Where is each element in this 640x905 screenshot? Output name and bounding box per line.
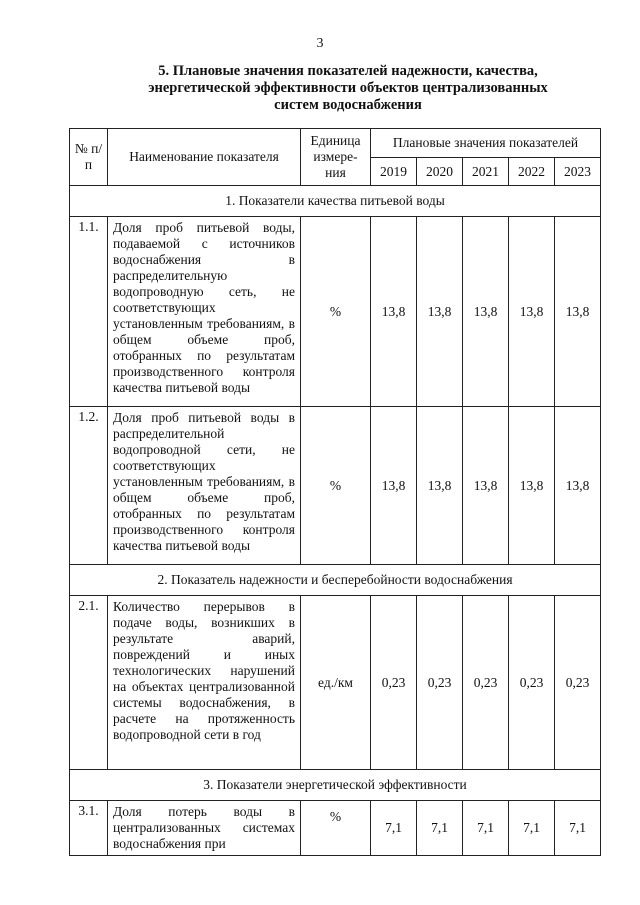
header-year: 2020 (417, 158, 463, 186)
unit: % (301, 801, 371, 856)
value-cell: 13,8 (463, 217, 509, 407)
value-cell: 13,8 (371, 217, 417, 407)
row-number: 1.1. (70, 217, 108, 407)
value-cell: 7,1 (371, 801, 417, 856)
unit: ед./км (301, 596, 371, 770)
section-title-line-1: 5. Плановые значения показателей надежности, качества, (158, 63, 538, 79)
header-name: Наименование показателя (108, 129, 301, 186)
value-cell: 13,8 (417, 407, 463, 565)
table-row (70, 596, 601, 770)
header-unit: Единица измере-ния (301, 129, 371, 186)
section-title-line-3: систем водоснабжения (274, 97, 422, 113)
value-cell: 13,8 (555, 217, 601, 407)
header-year: 2022 (509, 158, 555, 186)
value-cell: 7,1 (555, 801, 601, 856)
section-title-line-2: энергетической эффективности объектов централизованных (148, 80, 548, 96)
group-row (70, 565, 601, 596)
value-cell: 13,8 (555, 407, 601, 565)
section-title (118, 63, 578, 114)
table-row (70, 217, 601, 407)
table-row (70, 407, 601, 565)
page-number: 3 (316, 36, 324, 51)
value-cell: 0,23 (509, 596, 555, 770)
indicator-name: Доля проб питьевой воды в распределительной водопроводной сети, не соответствующих установленным требованиям, в общем объеме проб, отобранных по результатам производственного контроля качества питьевой воды (108, 407, 301, 565)
value-cell: 0,23 (417, 596, 463, 770)
row-number: 2.1. (70, 596, 108, 770)
group-title: 2. Показатель надежности и бесперебойности водоснабжения (70, 565, 601, 596)
header-plan-values: Плановые значения показателей (371, 129, 601, 158)
value-cell: 13,8 (371, 407, 417, 565)
row-number: 3.1. (70, 801, 108, 856)
value-cell: 0,23 (371, 596, 417, 770)
group-title: 3. Показатели энергетической эффективности (70, 770, 601, 801)
header-year: 2021 (463, 158, 509, 186)
indicators-table (69, 128, 601, 856)
header-year: 2023 (555, 158, 601, 186)
value-cell: 7,1 (417, 801, 463, 856)
value-cell: 7,1 (463, 801, 509, 856)
value-cell: 7,1 (509, 801, 555, 856)
indicator-name: Доля проб питьевой воды, подаваемой с источников водоснабжения в распределительную водопроводную сеть, не соответствующих установленным требованиям, в общем объеме проб, отобранных по результатам производственного контроля качества питьевой воды (108, 217, 301, 407)
header-year: 2019 (371, 158, 417, 186)
value-cell: 13,8 (509, 407, 555, 565)
table-row (70, 801, 601, 856)
indicator-name: Количество перерывов в подаче воды, возникших в результате аварий, повреждений и иных технологических нарушений на объектах централизованной системы водоснабжения, в расчете на протяженность водопроводной сети в год (108, 596, 301, 770)
value-cell: 0,23 (463, 596, 509, 770)
indicator-name: Доля потерь воды в централизованных системах водоснабжения при (108, 801, 301, 856)
group-title: 1. Показатели качества питьевой воды (70, 186, 601, 217)
value-cell: 13,8 (463, 407, 509, 565)
unit: % (301, 407, 371, 565)
group-row (70, 770, 601, 801)
value-cell: 0,23 (555, 596, 601, 770)
value-cell: 13,8 (509, 217, 555, 407)
group-row (70, 186, 601, 217)
unit: % (301, 217, 371, 407)
value-cell: 13,8 (417, 217, 463, 407)
header-num: № п/п (70, 129, 108, 186)
row-number: 1.2. (70, 407, 108, 565)
